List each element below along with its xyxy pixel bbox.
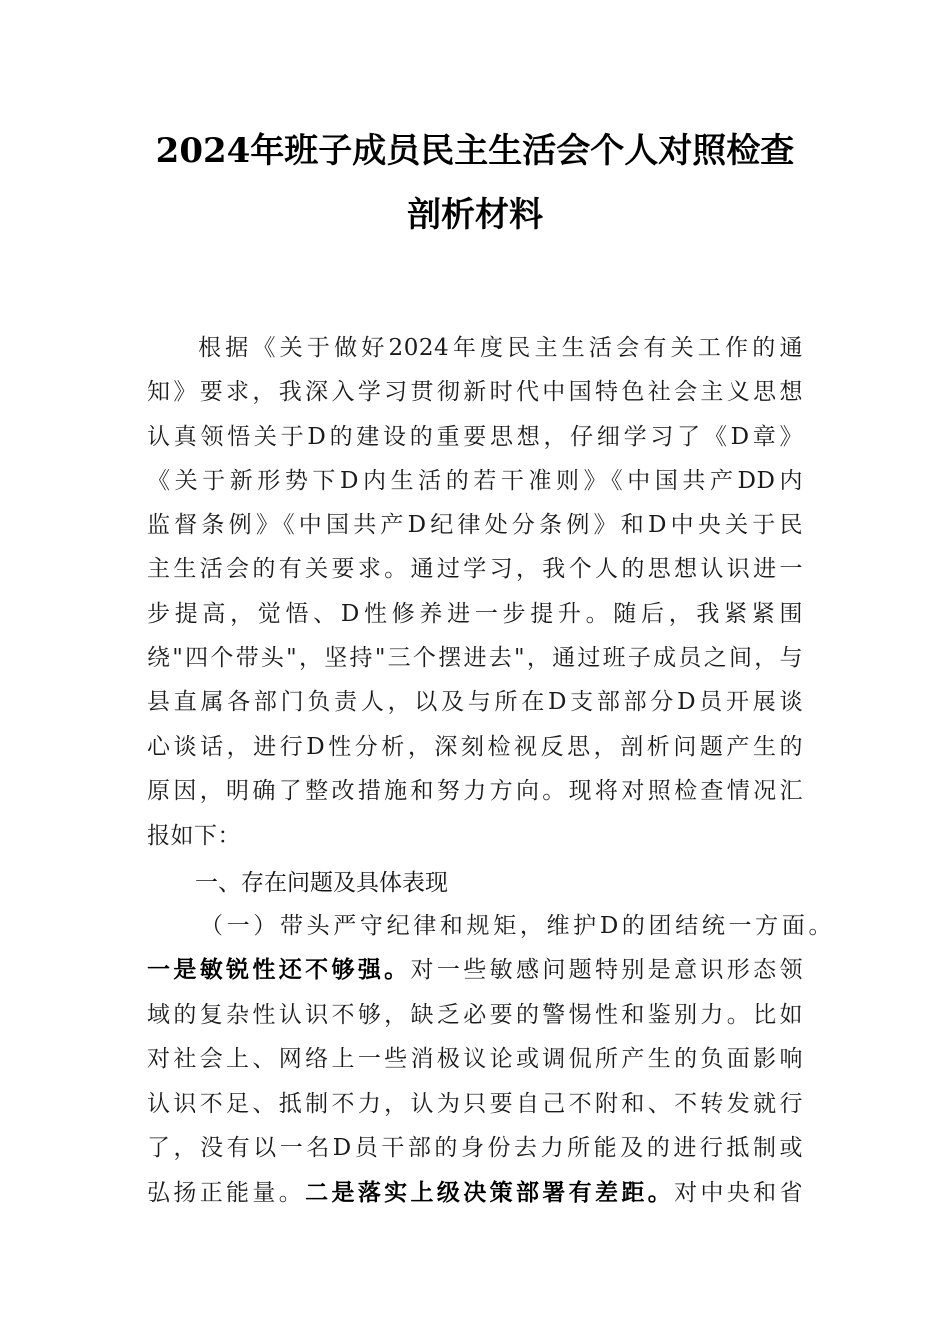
point1-line [147, 955, 803, 985]
point2-label: 二是落实上级决策部署有差距。 [305, 1179, 675, 1206]
intro-line-7: 步提高，觉悟、D性修养进一步提升。随后，我紧紧围 [147, 601, 803, 627]
point1-line-3: 对社会上、网络上一些消极议论或调侃所产生的负面影响 [147, 1046, 803, 1072]
point1-line-5: 了，没有以一名D员干部的身份去力所能及的进行抵制或 [147, 1135, 803, 1161]
point1-label: 一是敏锐性还不够强。 [147, 956, 411, 983]
subsection-heading: （一）带头严守纪律和规矩，维护D的团结统一方面。 [200, 913, 832, 939]
point2-text: 对中央和省 [674, 1180, 804, 1206]
document-title-line1: 2024年班子成员民主生活会个人对照检查 [155, 131, 795, 171]
intro-line-11: 原因，明确了整改措施和努力方向。现将对照检查情况汇 [147, 778, 803, 804]
point1-line-4: 认识不足、抵制不力，认为只要自己不附和、不转发就行 [147, 1091, 803, 1117]
intro-line-1: 根据《关于做好2024年度民主生活会有关工作的通 [198, 335, 803, 361]
intro-line-2: 知》要求，我深入学习贯彻新时代中国特色社会主义思想 [147, 379, 803, 405]
intro-line-8: 绕"四个带头"，坚持"三个摆进去"，通过班子成员之间，与 [147, 645, 803, 671]
section-heading: 一、存在问题及具体表现 [195, 870, 448, 896]
point1-line-2: 域的复杂性认识不够，缺乏必要的警惕性和鉴别力。比如 [147, 1002, 803, 1028]
point2-line [147, 1178, 803, 1208]
intro-line-4: 《关于新形势下D内生活的若干准则》《中国共产DD内 [147, 468, 803, 494]
point1-text: 对一些敏感问题特别是意识形态领 [410, 957, 804, 983]
intro-line-10: 心谈话，进行D性分析，深刻检视反思，剖析问题产生的 [147, 734, 803, 760]
intro-line-9: 县直属各部门负责人，以及与所在D支部部分D员开展谈 [147, 689, 803, 715]
intro-line-3: 认真领悟关于D的建设的重要思想，仔细学习了《D章》 [147, 424, 803, 450]
intro-line-5: 监督条例》《中国共产D纪律处分条例》和D中央关于民 [147, 512, 803, 538]
intro-line-6: 主生活会的有关要求。通过学习，我个人的思想认识进一 [147, 556, 803, 582]
intro-line-12: 报如下： [147, 823, 241, 849]
document-title-line2: 剖析材料 [407, 195, 543, 235]
point2-prefix: 弘扬正能量。 [147, 1180, 306, 1206]
